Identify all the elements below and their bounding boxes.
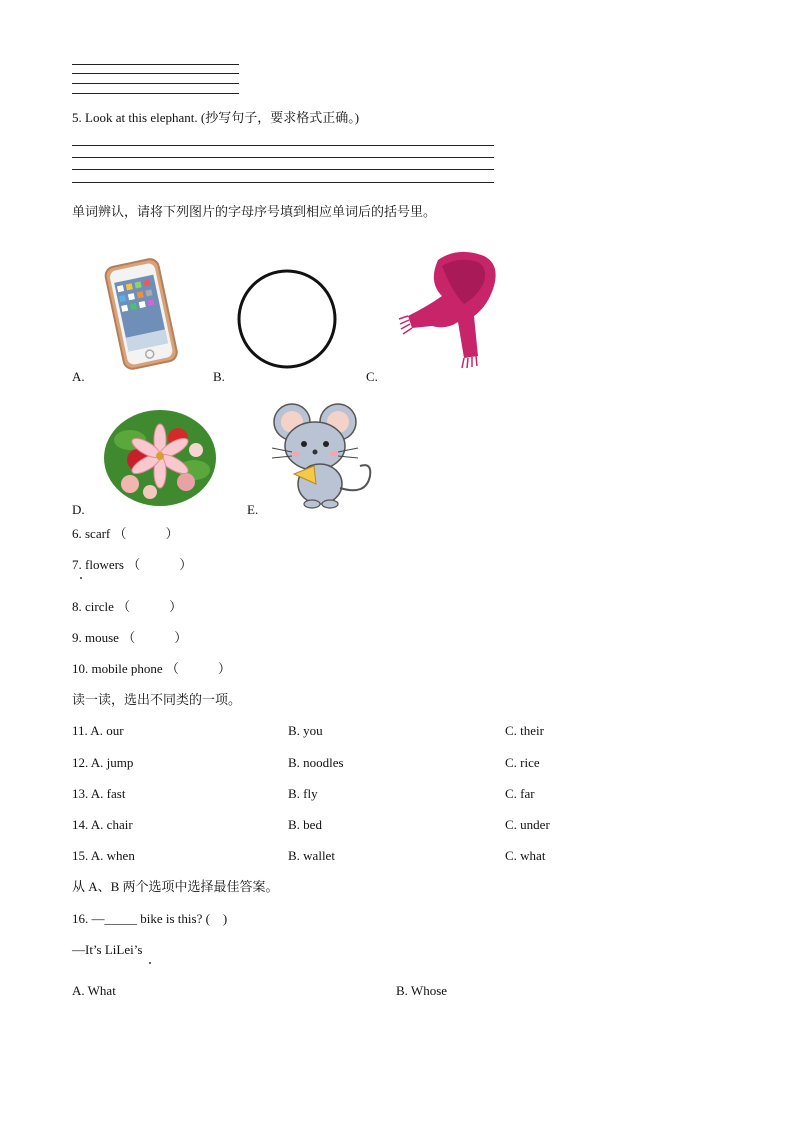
section-instruction-word: 单词辨认，请将下列图片的字母序号填到相应单词后的括号里。 xyxy=(72,204,437,219)
q15-option-c[interactable]: C. what xyxy=(505,848,546,863)
q14-option-b[interactable]: B. bed xyxy=(288,817,322,832)
circle-icon xyxy=(234,268,340,370)
q13-option-c[interactable]: C. far xyxy=(505,786,535,801)
image-letter-e: E. xyxy=(247,502,259,517)
q11-option-b[interactable]: B. you xyxy=(288,723,323,738)
q13-option-a[interactable]: 13. A. fast xyxy=(72,786,126,801)
flowers-icon xyxy=(100,400,220,512)
mouse-icon xyxy=(266,400,382,512)
image-letter-b: B. xyxy=(213,369,225,384)
q12-option-c[interactable]: C. rice xyxy=(505,755,540,770)
item-7[interactable]: 7. flowers （ ） xyxy=(72,557,193,572)
image-letter-d: D. xyxy=(72,502,85,517)
q12-option-a[interactable]: 12. A. jump xyxy=(72,755,134,770)
image-letter-a: A. xyxy=(72,369,85,384)
q12-option-b[interactable]: B. noodles xyxy=(288,755,344,770)
section-instruction-choice: 从 A、B 两个选项中选择最佳答案。 xyxy=(72,879,279,894)
q15-option-a[interactable]: 15. A. when xyxy=(72,848,135,863)
section-instruction-odd: 读一读，选出不同类的一项。 xyxy=(72,692,242,707)
q5-prompt: 5. Look at this elephant. (抄写句子，要求格式正确。) xyxy=(72,110,360,125)
q16-option-a[interactable]: A. What xyxy=(72,983,116,998)
q15-option-b[interactable]: B. wallet xyxy=(288,848,335,863)
q14-option-c[interactable]: C. under xyxy=(505,817,550,832)
q14-option-a[interactable]: 14. A. chair xyxy=(72,817,133,832)
q16-option-b[interactable]: B. Whose xyxy=(396,983,448,998)
q16-answer-line: —It’s LiLei’s xyxy=(72,942,143,957)
stray-dot xyxy=(80,577,82,579)
item-8[interactable]: 8. circle （ ） xyxy=(72,599,183,614)
scarf-icon xyxy=(398,246,510,372)
item-9[interactable]: 9. mouse （ ） xyxy=(72,630,188,645)
item-6[interactable]: 6. scarf （ ） xyxy=(72,526,179,541)
item-10[interactable]: 10. mobile phone （ ） xyxy=(72,661,231,676)
q11-option-a[interactable]: 11. A. our xyxy=(72,723,124,738)
q13-option-b[interactable]: B. fly xyxy=(288,786,318,801)
stray-dot xyxy=(149,962,151,964)
q16-question[interactable]: 16. —_____ bike is this? ( ) xyxy=(72,911,228,926)
image-letter-c: C. xyxy=(366,369,378,384)
q11-option-c[interactable]: C. their xyxy=(505,723,544,738)
mobile-phone-icon xyxy=(96,256,186,370)
